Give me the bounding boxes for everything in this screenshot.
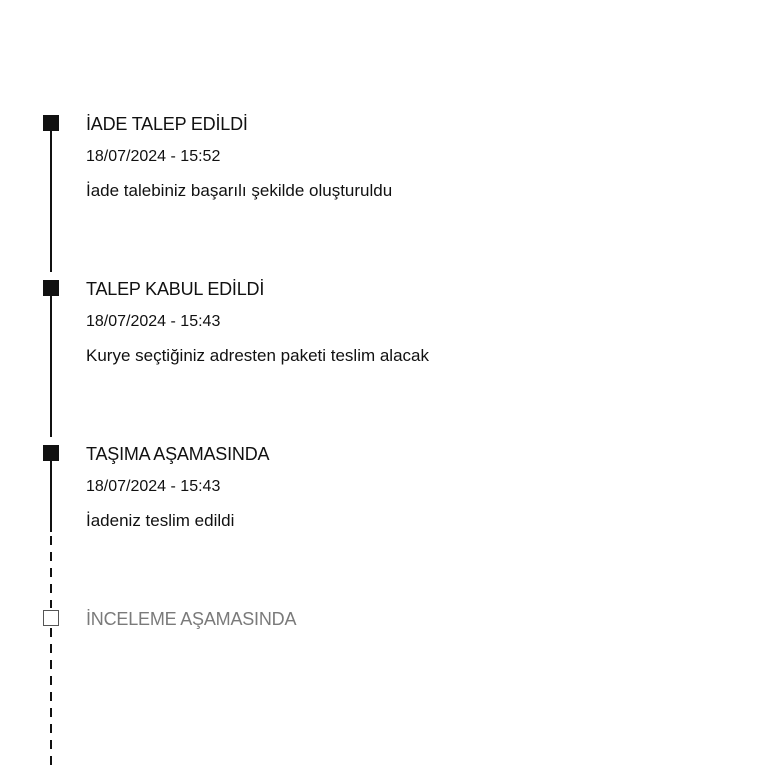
step-title: TALEP KABUL EDİLDİ xyxy=(86,279,265,299)
step-description: İade talebiniz başarılı şekilde oluşturuldu xyxy=(86,181,393,200)
step-title: İADE TALEP EDİLDİ xyxy=(86,114,248,134)
step-date: 18/07/2024 - 15:43 xyxy=(86,478,221,495)
step-complete-marker xyxy=(43,115,59,131)
timeline-step-request-accepted xyxy=(86,278,706,367)
timeline-step-return-requested xyxy=(86,113,706,202)
timeline-connector-dashed xyxy=(50,628,52,768)
step-date: 18/07/2024 - 15:52 xyxy=(86,148,221,165)
timeline-connector-solid xyxy=(50,287,52,437)
timeline-step-in-transit xyxy=(86,443,706,532)
step-complete-marker xyxy=(43,280,59,296)
step-title: TAŞIMA AŞAMASINDA xyxy=(86,444,270,464)
step-description: Kurye seçtiğiniz adresten paketi teslim alacak xyxy=(86,346,429,365)
timeline-connector-dashed xyxy=(50,536,52,608)
timeline-connector-solid xyxy=(50,122,52,272)
step-pending-marker xyxy=(43,610,59,626)
timeline-step-under-review xyxy=(86,608,706,630)
step-description: İadeniz teslim edildi xyxy=(86,511,235,530)
step-complete-marker xyxy=(43,445,59,461)
step-date: 18/07/2024 - 15:43 xyxy=(86,313,221,330)
timeline-connector-solid xyxy=(50,452,52,532)
step-title: İNCELEME AŞAMASINDA xyxy=(86,609,297,629)
